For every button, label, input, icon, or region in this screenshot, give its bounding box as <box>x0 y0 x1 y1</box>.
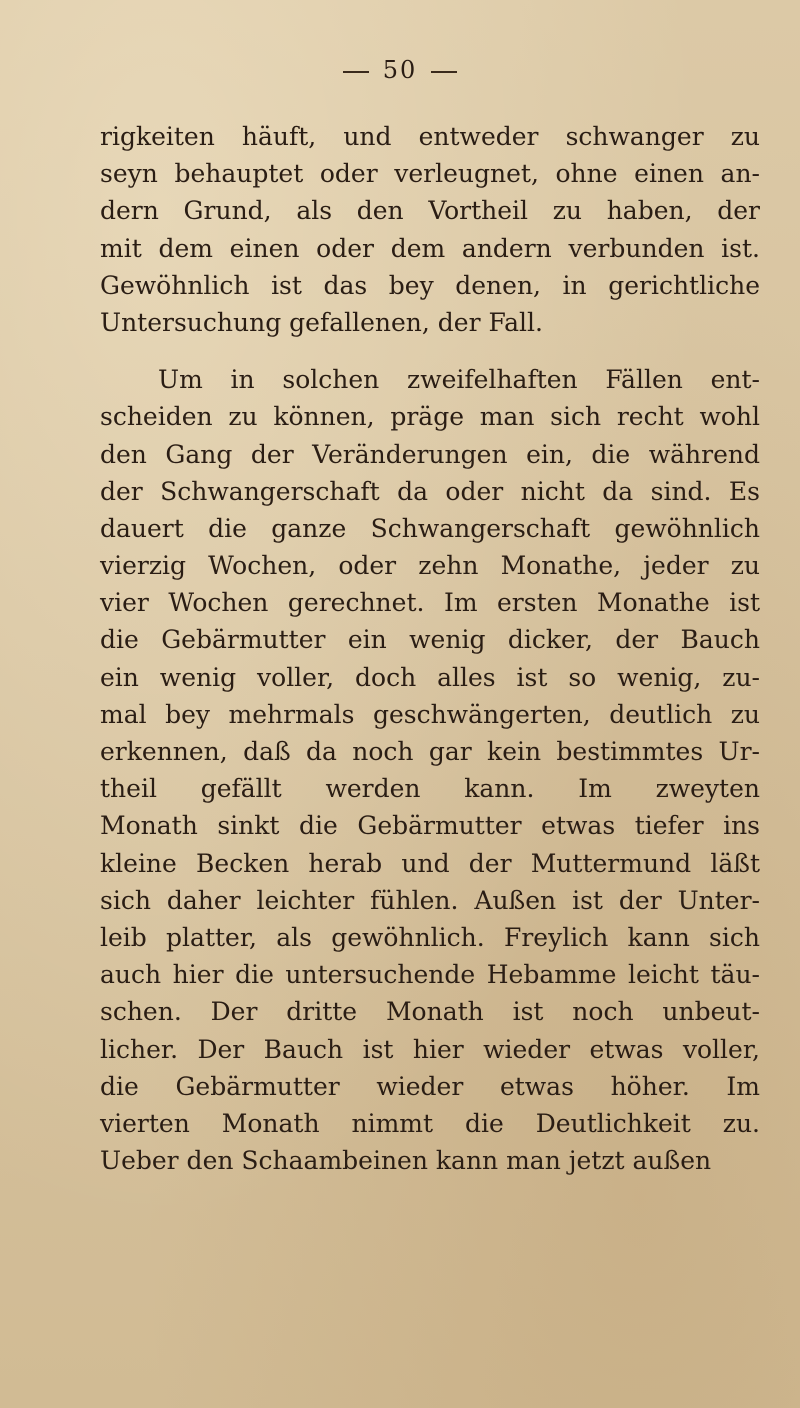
text-line: licher. Der Bauch ist hier wieder etwas voller, <box>100 1034 760 1064</box>
text-line: mit dem einen oder dem andern verbunden ist. <box>100 233 760 263</box>
text-line: Um in solchen zweifelhaften Fällen ent- <box>158 365 760 395</box>
text-line: Untersuchung gefallenen, der Fall. <box>100 307 543 337</box>
text-line: vierzig Wochen, oder zehn Monathe, jeder zu <box>100 551 760 581</box>
text-line: Ueber den Schaambeinen kann man jetzt außen <box>100 1146 712 1176</box>
text-line: dauert die ganze Schwangerschaft gewöhnlich <box>100 513 760 543</box>
text-line: die Gebärmutter wieder etwas höher. Im <box>100 1071 760 1101</box>
text-line: die Gebärmutter ein wenig dicker, der Bauch <box>100 625 760 655</box>
page-number: 50 <box>382 56 418 84</box>
text-line: rigkeiten häuft, und entweder schwanger zu <box>100 122 760 151</box>
text-line: ein wenig voller, doch alles ist so wenig, zu- <box>100 662 760 692</box>
text-line: mal bey mehrmals geschwängerten, deutlich zu <box>100 699 760 729</box>
text-line: der Schwangerschaft da oder nicht da sind. Es <box>100 476 760 506</box>
page-header <box>0 56 800 84</box>
text-line: erkennen, daß da noch gar kein bestimmtes Ur- <box>100 737 760 766</box>
text-line: dern Grund, als den Vortheil zu haben, der <box>100 196 760 226</box>
text-line: scheiden zu können, präge man sich recht wohl <box>100 402 760 432</box>
text-line: vierten Monath nimmt die Deutlichkeit zu. <box>100 1108 760 1138</box>
text-line: leib platter, als gewöhnlich. Freylich kann sich <box>100 922 760 952</box>
text-line: den Gang der Veränderungen ein, die während <box>100 439 760 469</box>
text-line: kleine Becken herab und der Muttermund läßt <box>100 848 760 878</box>
text-line: Gewöhnlich ist das bey denen, in gerichtliche <box>100 270 760 300</box>
paragraph-gap <box>100 341 760 361</box>
text-line: auch hier die untersuchende Hebamme leicht täu- <box>100 960 760 990</box>
text-line: vier Wochen gerechnet. Im ersten Monathe ist <box>100 588 760 618</box>
text-line: sich daher leichter fühlen. Außen ist der Unter- <box>100 885 760 915</box>
text-line: Monath sinkt die Gebärmutter etwas tiefer ins <box>100 811 760 841</box>
left-dash <box>343 71 369 73</box>
body-text <box>100 118 760 1179</box>
text-line: theil gefällt werden kann. Im zweyten <box>100 774 760 804</box>
right-dash <box>431 71 457 73</box>
text-line: seyn behauptet oder verleugnet, ohne einen an- <box>100 159 760 189</box>
text-line: schen. Der dritte Monath ist noch unbeut- <box>100 997 760 1027</box>
